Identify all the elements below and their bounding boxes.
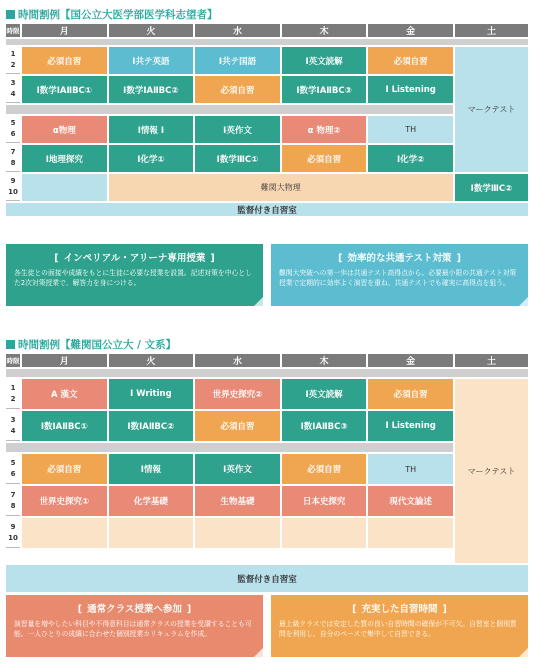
cell-mon-3-4: Ⅰ数学ⅠAⅡBC① — [22, 76, 107, 103]
cell-mon-5-6: 必須自習 — [22, 454, 107, 484]
header-wed: 水 — [195, 354, 280, 367]
period-3-4: 3 4 — [6, 411, 20, 441]
cell-wed-3-4: 必須自習 — [195, 76, 280, 103]
cell-thu-7-8: 必須自習 — [282, 145, 367, 172]
header-tue: 火 — [109, 24, 194, 37]
square-bullet-icon — [6, 340, 15, 349]
period-5-6: 5 6 — [6, 116, 20, 143]
cell-mon-7-8: Ⅰ地理探究 — [22, 145, 107, 172]
cell-thu-1-2: Ⅰ英文読解 — [282, 379, 367, 409]
info-box-common-test: [ 効率的な共通テスト対策 ] 難関大突破への第一歩は共通テスト高得点から。必要最小限の共通テスト対策授業で定期的に効率よく演習を重ね、共通テストでも確実に高得点を狙う。 — [271, 244, 528, 306]
supervised-study-room: 監督付き自習室 — [6, 203, 528, 216]
corner-triangle-icon — [254, 297, 263, 306]
square-bullet-icon — [6, 10, 15, 19]
cell-thu-9-10 — [282, 518, 367, 548]
timetable-section-humanities — [6, 336, 528, 638]
period-5-6: 5 6 — [6, 454, 20, 484]
header-mon: 月 — [22, 24, 107, 37]
separator — [6, 105, 453, 114]
separator — [6, 443, 453, 452]
cell-thu-7-8: 日本史探究 — [282, 486, 367, 516]
header-fri: 金 — [368, 354, 453, 367]
cell-fri-9-10 — [368, 518, 453, 548]
cell-fri-1-2: 必須自習 — [368, 47, 453, 74]
separator — [6, 39, 528, 45]
section-title: 時間割例【国公立大医学部医学科志望者】 — [6, 6, 528, 22]
period-3-4: 3 4 — [6, 76, 20, 103]
info-box-imperial-arena: [ インペリアル・アリーナ専用授業 ] 各生徒との面接や成績をもとに生徒に必要な授業を設置。記述対策を中心とした2次対策授業で、解答力を身につける。 — [6, 244, 263, 306]
cell-mon-9-10 — [22, 174, 107, 201]
period-1-2: 1 2 — [6, 47, 20, 74]
cell-thu-3-4: Ⅰ数学ⅠAⅡBC③ — [282, 76, 367, 103]
info-box-self-study: [ 充実した自習時間 ] 最上級クラスでは安定した質の良い自習時間の確保が不可欠。自習室と個別質問を利用し、自分のペースで集中して自習できる。 — [271, 595, 528, 657]
header-period: 時限 — [6, 354, 20, 367]
cell-fri-5-6: TH — [368, 454, 453, 484]
cell-mon-9-10 — [22, 518, 107, 548]
cell-thu-5-6: α 物理② — [282, 116, 367, 143]
cell-wed-5-6: Ⅰ英作文 — [195, 454, 280, 484]
cell-mon-3-4: Ⅰ数ⅠAⅡBC① — [22, 411, 107, 441]
period-1-2: 1 2 — [6, 379, 20, 409]
cell-mon-7-8: 世界史探究① — [22, 486, 107, 516]
header-thu: 木 — [282, 354, 367, 367]
cell-tue-7-8: Ⅰ化学① — [109, 145, 194, 172]
cell-tue-fri-9-10: 難関大物理 — [109, 174, 453, 201]
header-period: 時限 — [6, 24, 20, 37]
cell-fri-7-8: 現代文論述 — [368, 486, 453, 516]
header-fri: 金 — [368, 24, 453, 37]
cell-sat-9-10: Ⅰ数学ⅢC② — [455, 174, 528, 201]
cell-mon-1-2: 必須自習 — [22, 47, 107, 74]
cell-wed-7-8: 生物基礎 — [195, 486, 280, 516]
header-sat: 土 — [455, 24, 528, 37]
supervised-study-room: 監督付き自習室 — [6, 565, 528, 592]
cell-tue-1-2: Ⅰ共テ英語 — [109, 47, 194, 74]
separator — [6, 369, 528, 377]
corner-triangle-icon — [254, 648, 263, 657]
cell-tue-7-8: 化学基礎 — [109, 486, 194, 516]
cell-tue-9-10 — [109, 518, 194, 548]
period-9-10: 9 10 — [6, 174, 20, 201]
timetable-grid — [6, 354, 528, 592]
period-7-8: 7 8 — [6, 486, 20, 516]
cell-wed-5-6: Ⅰ英作文 — [195, 116, 280, 143]
header-sat: 土 — [455, 354, 528, 367]
timetable-grid — [6, 24, 528, 242]
cell-tue-3-4: Ⅰ数学ⅠAⅡBC② — [109, 76, 194, 103]
cell-thu-5-6: 必須自習 — [282, 454, 367, 484]
cell-mon-1-2: A 漢文 — [22, 379, 107, 409]
cell-sat-mark-test: マークテスト — [455, 379, 528, 563]
period-7-8: 7 8 — [6, 145, 20, 172]
cell-sat-mark-test: マークテスト — [455, 47, 528, 172]
cell-wed-1-2: Ⅰ共テ国語 — [195, 47, 280, 74]
timetable-section-medical — [6, 6, 528, 287]
cell-tue-3-4: Ⅰ数ⅠAⅡBC② — [109, 411, 194, 441]
corner-triangle-icon — [519, 648, 528, 657]
cell-thu-1-2: Ⅰ英文読解 — [282, 47, 367, 74]
cell-tue-1-2: Ⅰ Writing — [109, 379, 194, 409]
cell-fri-5-6: TH — [368, 116, 453, 143]
header-mon: 月 — [22, 354, 107, 367]
cell-mon-5-6: α物理 — [22, 116, 107, 143]
cell-wed-1-2: 世界史探究② — [195, 379, 280, 409]
cell-thu-3-4: Ⅰ数ⅠAⅡBC③ — [282, 411, 367, 441]
cell-fri-1-2: 必須自習 — [368, 379, 453, 409]
header-tue: 火 — [109, 354, 194, 367]
corner-triangle-icon — [519, 297, 528, 306]
header-wed: 水 — [195, 24, 280, 37]
cell-tue-5-6: Ⅰ情報 Ⅰ — [109, 116, 194, 143]
cell-fri-7-8: Ⅰ化学② — [368, 145, 453, 172]
cell-wed-3-4: 必須自習 — [195, 411, 280, 441]
section-title: 時間割例【難関国公立大 / 文系】 — [6, 336, 528, 352]
cell-fri-3-4: Ⅰ Listening — [368, 76, 453, 103]
period-9-10: 9 10 — [6, 518, 20, 548]
info-box-regular-class: [ 通常クラス授業へ参加 ] 演習量を増やしたい科目や不得意科目は通常クラスの授業を受講することも可能。一人ひとりの成績に合わせた個別授業カリキュラムを作成。 — [6, 595, 263, 657]
cell-wed-7-8: Ⅰ数学ⅢC① — [195, 145, 280, 172]
cell-tue-5-6: Ⅰ情報 — [109, 454, 194, 484]
cell-fri-3-4: Ⅰ Listening — [368, 411, 453, 441]
header-thu: 木 — [282, 24, 367, 37]
cell-wed-9-10 — [195, 518, 280, 548]
